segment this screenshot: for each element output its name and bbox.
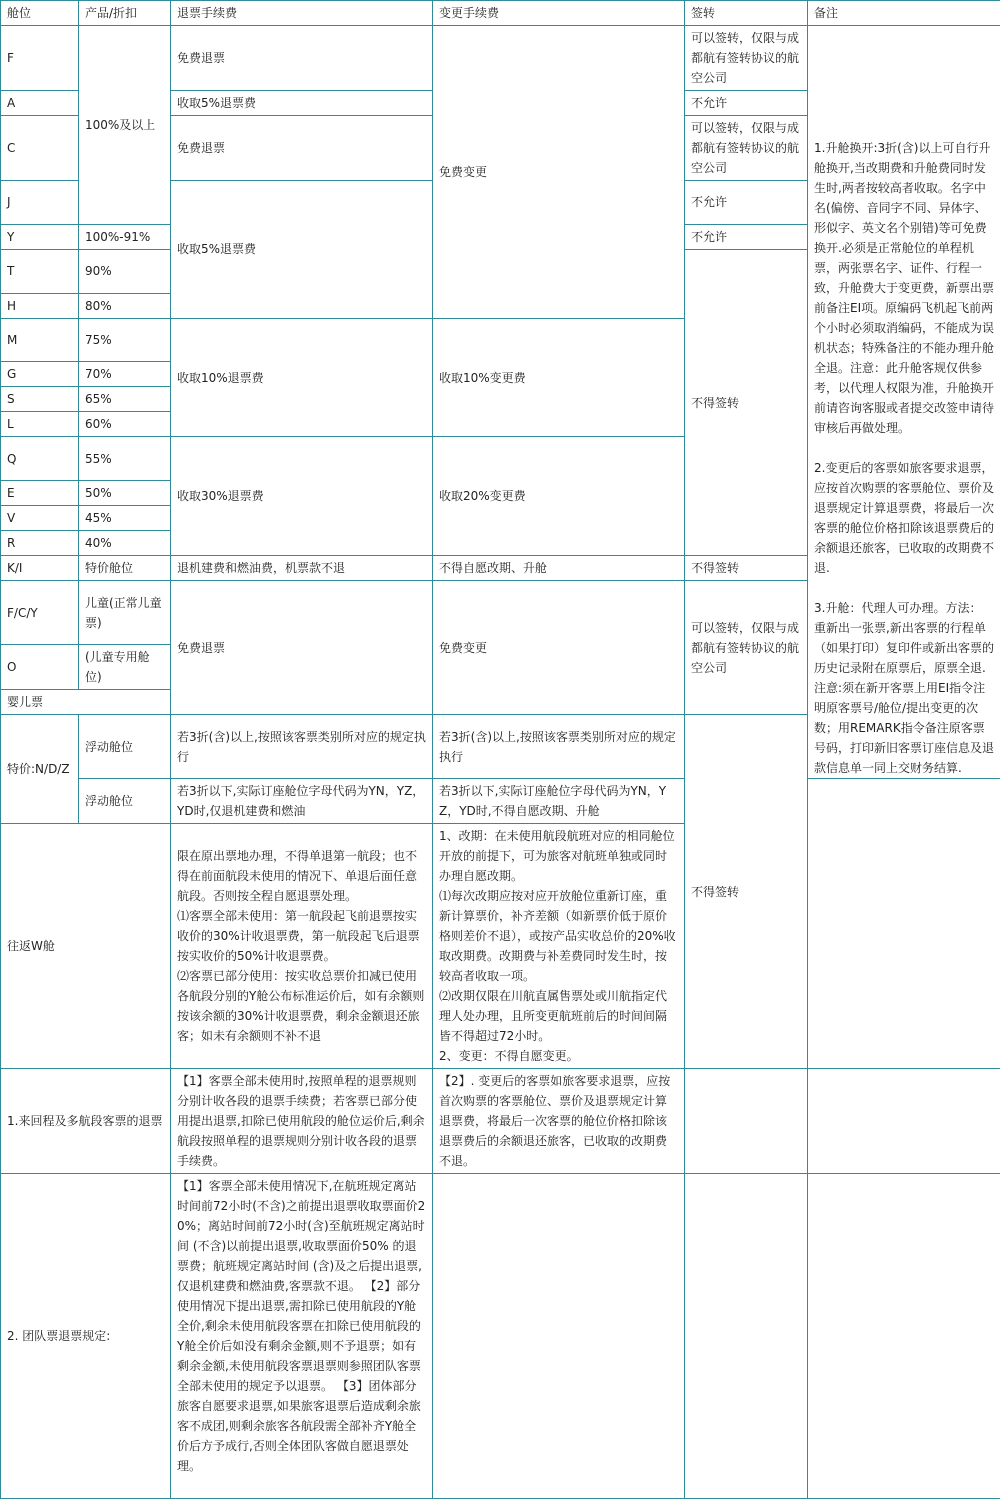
refund-A: 收取5%退票费 xyxy=(171,91,433,116)
endorse-J: 不允许 xyxy=(685,181,808,225)
change-child: 免费变更 xyxy=(433,581,685,715)
endorse-lower: 不得签转 xyxy=(685,715,808,1069)
cabin-S: S xyxy=(1,387,79,412)
product-Y: 100%-91% xyxy=(79,224,171,249)
cabin-F: F xyxy=(1,26,79,91)
endorse-KI: 不得签转 xyxy=(685,556,808,581)
refund-F: 免费退票 xyxy=(171,26,433,91)
header-cabin: 舱位 xyxy=(1,1,79,26)
group-refund-title: 2. 团队票退票规定: xyxy=(1,1174,171,1499)
product-V: 45% xyxy=(79,506,171,531)
product-H: 80% xyxy=(79,293,171,318)
refund-float-2: 若3折以下,实际订座舱位字母代码为YN，YZ，YD时,仅退机建费和燃油 xyxy=(171,779,433,824)
product-M: 75% xyxy=(79,318,171,362)
header-endorse: 签转 xyxy=(685,1,808,26)
cabin-J: J xyxy=(1,181,79,225)
change-Q-to-R: 收取20%变更费 xyxy=(433,437,685,556)
cabin-roundtrip-W: 往返W舱 xyxy=(1,824,171,1069)
product-T: 90% xyxy=(79,249,171,293)
cabin-KI: K/I xyxy=(1,556,79,581)
product-float-1: 浮动舱位 xyxy=(79,715,171,779)
change-F-to-H: 免费变更 xyxy=(433,26,685,319)
note-upgrade-method: 3.升舱：代理人可办理。方法： 重新出一张票,新出客票的行程单（如果打印）复印件或新出客票的历史记录附在原票后，原票全退.注意:须在新开客票上用EI指令注明原客票号/舱位/提出变更的次数；用REMARK指令备注原客票号码，打印新旧客票订座信息及退款信息单一同上交财务结算. xyxy=(814,598,994,778)
note-upgrade-rule: 1.升舱换开:3折(含)以上可自行升舱换开,当改期费和升舱费同时发生时,两者按较高者收取。名字中名(偏傍、音同字不同、异体字、形似字、英文名个别错)等可免费换开.必须是正常舱位的单程机票，两张票名字、证件、行程一致，升舱费大于变更费，新票出票前备注EI项。原编码飞机起飞前两个小时必须取消编码，不能成为误机状态；特殊备注的不能办理升舱全退。注意：此升舱客规仅供参考，以代理人权限为准，升舱换开前请咨询客服或者提交改签申请待审核后再做处理。 xyxy=(814,138,994,438)
note-empty-lower xyxy=(808,779,1000,1069)
note-multi-empty xyxy=(808,1069,1000,1174)
cabin-FCY: F/C/Y xyxy=(1,581,79,645)
product-R: 40% xyxy=(79,531,171,556)
product-KI: 特价舱位 xyxy=(79,556,171,581)
cabin-Q: Q xyxy=(1,437,79,481)
change-float-1: 若3折(含)以上,按照该客票类别所对应的规定执行 xyxy=(433,715,685,779)
note-group-empty xyxy=(808,1174,1000,1499)
refund-Q-to-R: 收取30%退票费 xyxy=(171,437,433,556)
multi-segment-title: 1.来回程及多航段客票的退票 xyxy=(1,1069,171,1174)
refund-roundtrip: 限在原出票地办理，不得单退第一航段；也不得在前面航段未使用的情况下、单退后面任意航段。否则按全程自愿退票处理。 ⑴客票全部未使用：第一航段起飞前退票按实收价的30%计收退票费，第一航段起飞后退票按实收价的50%计收退票费。 ⑵客票已部分使用：按实收总票价扣减已使用各航段分别的Y舱公布标准运价后，如有余额则按该余额的30%计收退票费，剩余金额退还旅客；如未有余额则不补不退 xyxy=(171,824,433,1069)
table-row xyxy=(1,1174,1000,1499)
cabin-L: L xyxy=(1,412,79,437)
table-row xyxy=(1,26,1000,91)
cabin-special: 特价:N/D/Z xyxy=(1,715,79,824)
cabin-Y: Y xyxy=(1,224,79,249)
table-row xyxy=(1,779,1000,824)
cabin-E: E xyxy=(1,481,79,506)
product-G: 70% xyxy=(79,362,171,387)
table-row xyxy=(1,1069,1000,1174)
cabin-G: G xyxy=(1,362,79,387)
cabin-V: V xyxy=(1,506,79,531)
change-float-2: 若3折以下,实际订座舱位字母代码为YN，YZ，YD时,不得自愿改期、升舱 xyxy=(433,779,685,824)
product-float-2: 浮动舱位 xyxy=(79,779,171,824)
cabin-C: C xyxy=(1,116,79,181)
endorse-child: 可以签转，仅限与成都航有签转协议的航空公司 xyxy=(685,581,808,715)
cabin-R: R xyxy=(1,531,79,556)
refund-J-to-H: 收取5%退票费 xyxy=(171,181,433,319)
product-L: 60% xyxy=(79,412,171,437)
refund-KI: 退机建费和燃油费，机票款不退 xyxy=(171,556,433,581)
product-S: 65% xyxy=(79,387,171,412)
endorse-T-to-R: 不得签转 xyxy=(685,249,808,555)
refund-group: 【1】客票全部未使用情况下,在航班规定离站时间前72小时(不含)之前提出退票收取票面价20%；离站时间前72小时(含)至航班规定离站时间 (不含)以前提出退票,收取票面价50% 的退票费；航班规定离站时间 (含)及之后提出退票,仅退机建费和燃油费,客票款不退。 【2】部分使用情况下提出退票,需扣除已使用航段的Y舱全价,剩余未使用航段客票在扣除已使用航段的Y舱全价后如没有剩余金额,则不予退票；如有剩余金额,未使用航段客票退票则参照团队客票全部未使用的规定予以退票。 【3】团体部分旅客自愿要求退票,如果旅客退票后造成剩余旅客不成团,则剩余旅客各航段需全部补齐Y舱全价后方予成行,否则全体团队客做自愿退票处理。 xyxy=(171,1174,433,1499)
endorse-A: 不允许 xyxy=(685,91,808,116)
notes-cell xyxy=(808,26,1000,779)
product-child-normal: 儿童(正常儿童票) xyxy=(79,581,171,645)
change-KI: 不得自愿改期、升舱 xyxy=(433,556,685,581)
note-change-refund-rule: 2.变更后的客票如旅客要求退票，应按首次购票的客票舱位、票价及退票规定计算退票费，将最后一次客票的舱位价格扣除该退票费后的余额退还旅客，已收取的改期费不退. xyxy=(814,458,994,578)
refund-child: 免费退票 xyxy=(171,581,433,715)
cabin-T: T xyxy=(1,249,79,293)
change-multi-segment: 【2】. 变更后的客票如旅客要求退票，应按首次购票的客票舱位、票价及退票规定计算退票费，将最后一次客票的舱位价格扣除该退票费后的余额退还旅客，已收取的改期费不退。 xyxy=(433,1069,685,1174)
refund-multi-segment: 【1】客票全部未使用时,按照单程的退票规则分别计收各段的退票手续费；若客票已部分使用提出退票,扣除已使用航段的舱位运价后,剩余航段按照单程的退票规则分别计收各段的退票手续费。 xyxy=(171,1069,433,1174)
change-group-empty xyxy=(433,1174,685,1499)
cabin-infant: 婴儿票 xyxy=(1,690,171,715)
header-product: 产品/折扣 xyxy=(79,1,171,26)
endorse-F: 可以签转，仅限与成都航有签转协议的航空公司 xyxy=(685,26,808,91)
cabin-A: A xyxy=(1,91,79,116)
product-E: 50% xyxy=(79,481,171,506)
cabin-O: O xyxy=(1,645,79,690)
endorse-group-empty xyxy=(685,1174,808,1499)
product-full-fare: 100%及以上 xyxy=(79,26,171,225)
change-roundtrip: 1、改期：在未使用航段航班对应的相同舱位开放的前提下，可为旅客对航班单独或同时办理自愿改期。 ⑴每次改期应按对应开放舱位重新订座，重新计算票价，补齐差额（如新票价低于原价格则差价不退），或按产品实收总价的20%收取改期费。改期费与补差费同时发生时，按较高者收取一项。 ⑵改期仅限在川航直属售票处或川航指定代理人处办理，且所变更航班前后的时间间隔皆不得超过72小时。 2、变更：不得自愿变更。 xyxy=(433,824,685,1069)
product-child-special: (儿童专用舱位) xyxy=(79,645,171,690)
endorse-Y: 不允许 xyxy=(685,224,808,249)
cabin-H: H xyxy=(1,293,79,318)
change-M-to-L: 收取10%变更费 xyxy=(433,318,685,437)
product-Q: 55% xyxy=(79,437,171,481)
header-note: 备注 xyxy=(808,1,1000,26)
endorse-C: 可以签转，仅限与成都航有签转协议的航空公司 xyxy=(685,116,808,181)
header-refund-fee: 退票手续费 xyxy=(171,1,433,26)
cabin-M: M xyxy=(1,318,79,362)
refund-float-1: 若3折(含)以上,按照该客票类别所对应的规定执行 xyxy=(171,715,433,779)
refund-M-to-L: 收取10%退票费 xyxy=(171,318,433,437)
table-header-row xyxy=(1,1,1000,26)
endorse-multi-empty xyxy=(685,1069,808,1174)
header-change-fee: 变更手续费 xyxy=(433,1,685,26)
refund-C: 免费退票 xyxy=(171,116,433,181)
